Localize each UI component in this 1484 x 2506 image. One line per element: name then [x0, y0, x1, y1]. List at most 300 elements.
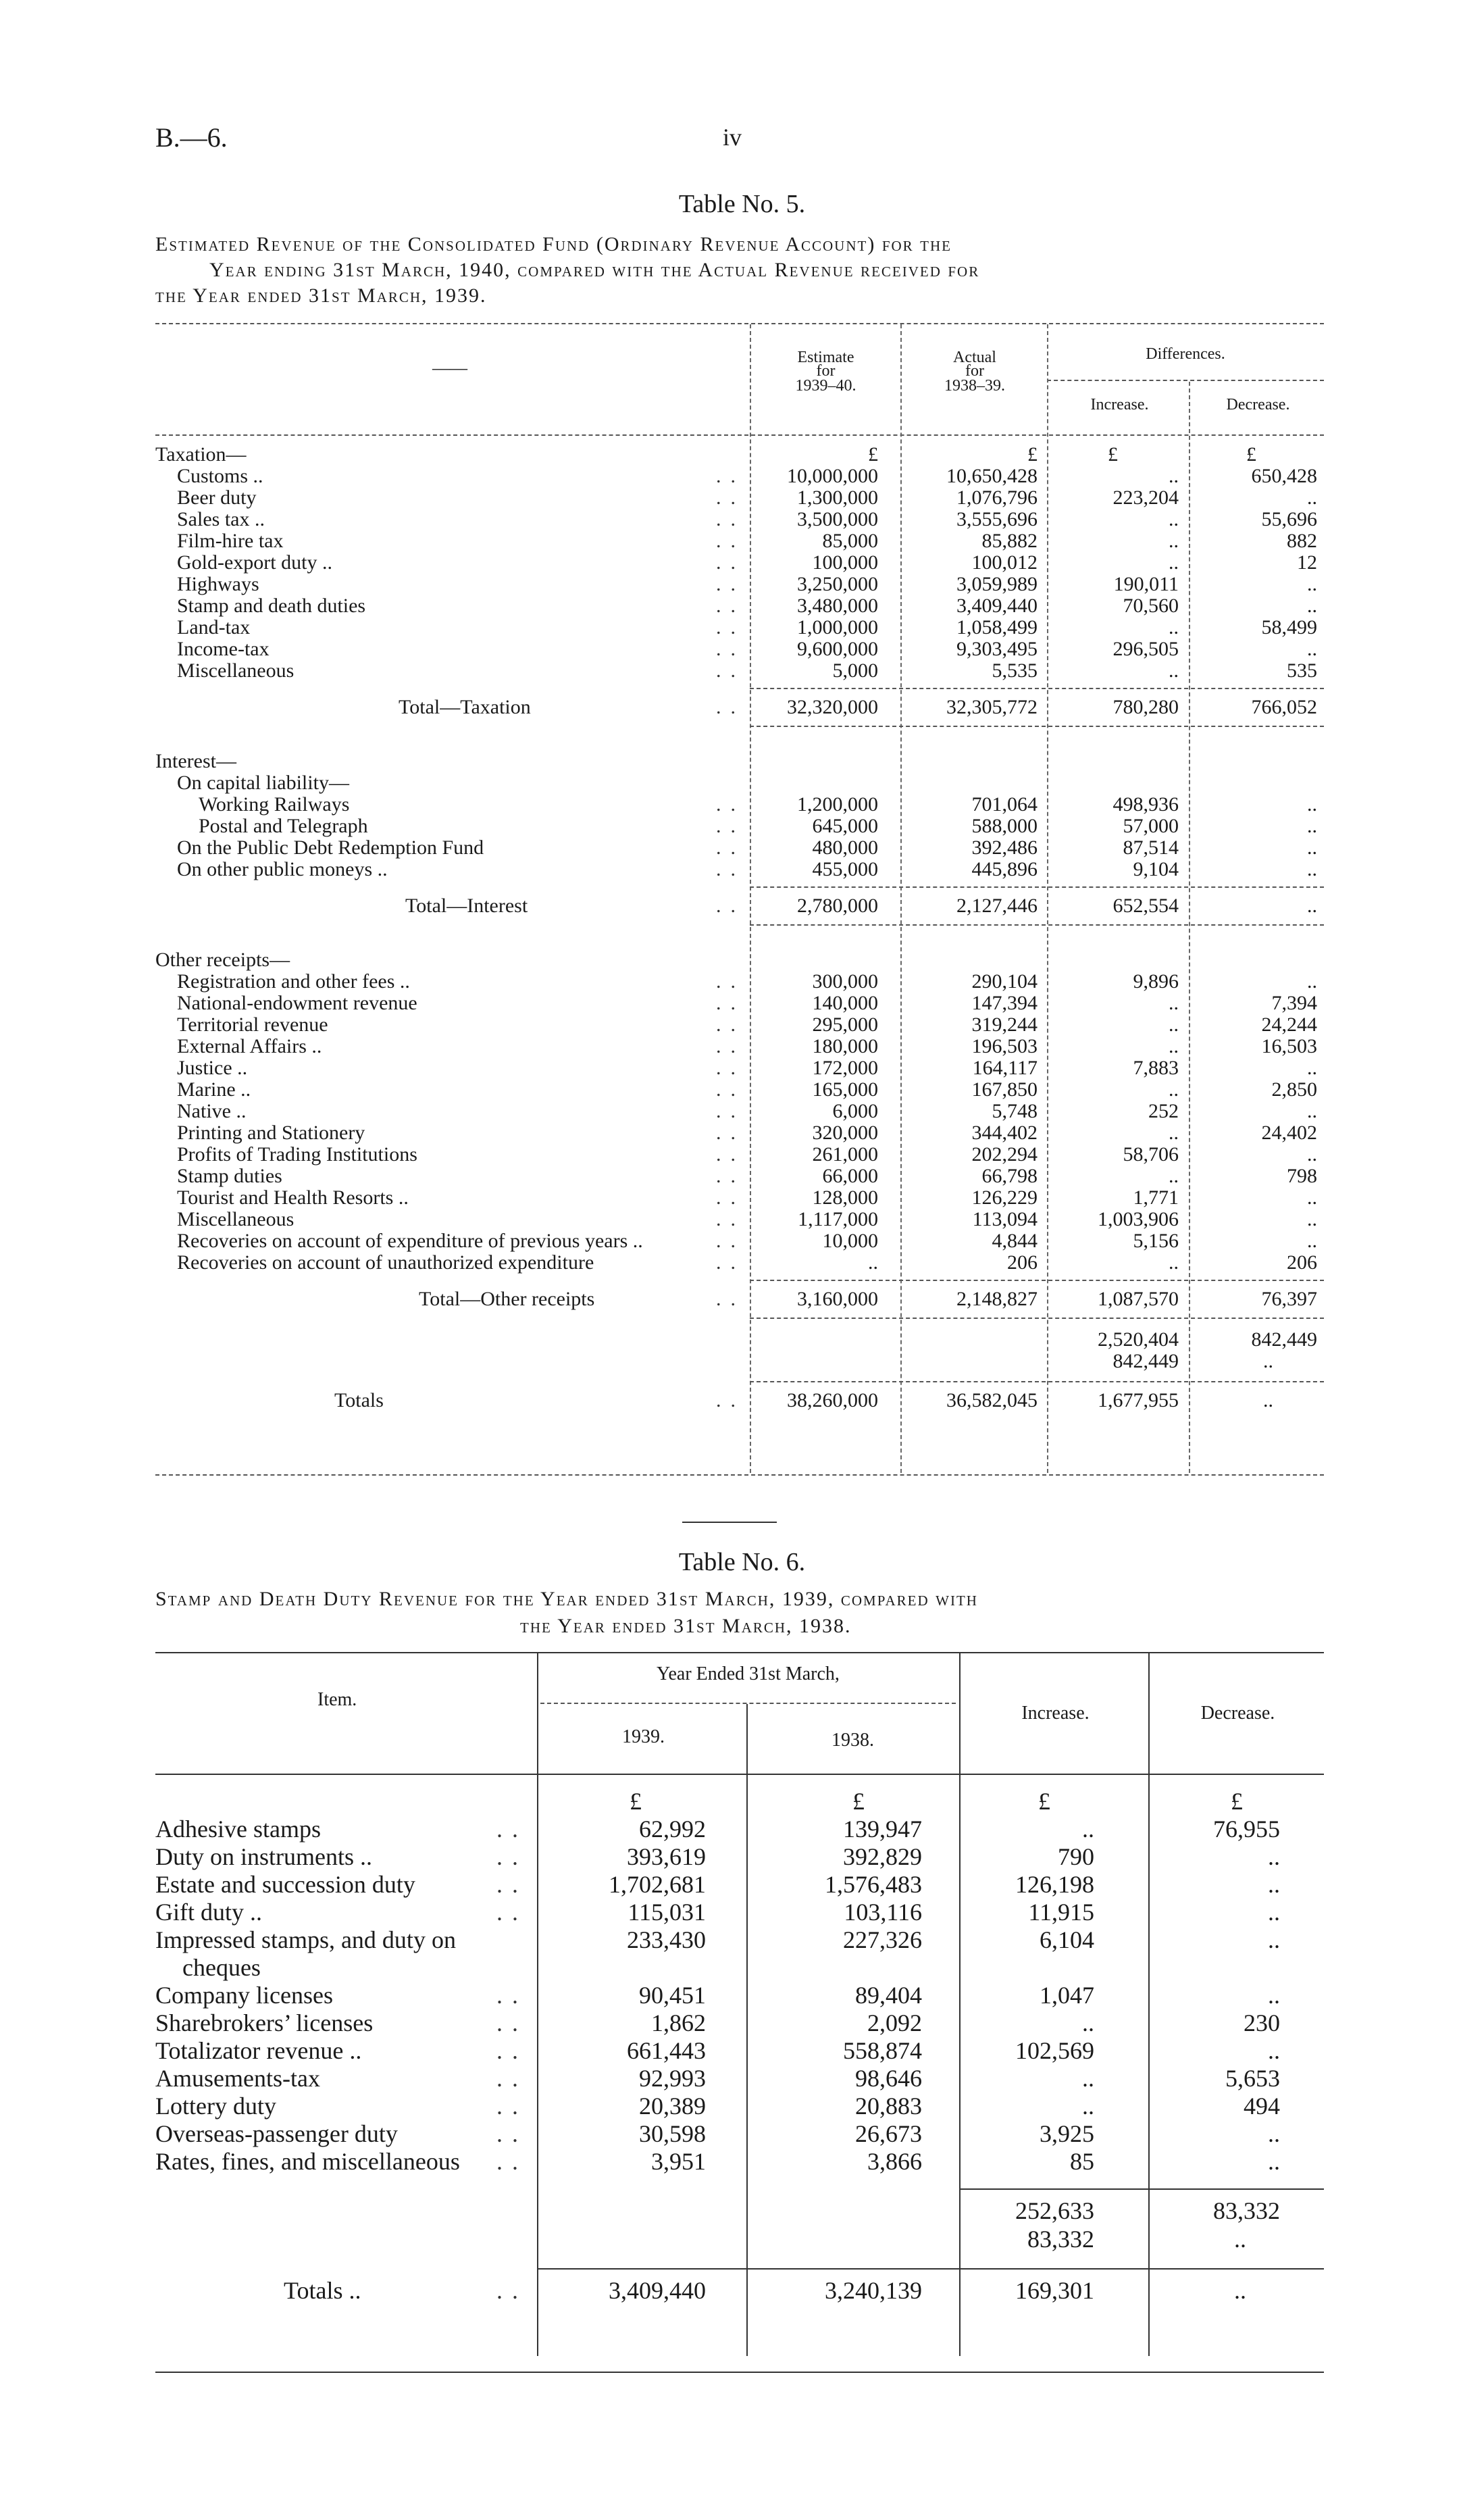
- cell-dec: ..: [1307, 638, 1317, 660]
- cell-inc: ..: [1169, 530, 1179, 552]
- leader-dots: ..: [496, 1815, 528, 1843]
- data-row: [0, 858, 1484, 881]
- data-row: [0, 2064, 1484, 2092]
- cell-dec: 535: [1287, 659, 1317, 682]
- cell-est: 455,000: [812, 858, 878, 880]
- cell-est: 85,000: [822, 530, 878, 552]
- leader-dots: ..: [716, 659, 745, 682]
- data-row: [0, 1981, 1484, 2009]
- row-label: Duty on instruments ..: [155, 1843, 372, 1870]
- cell-1939: 20,389: [639, 2092, 706, 2120]
- cell-est: 1,300,000: [797, 486, 878, 509]
- cell-est: 172,000: [812, 1057, 878, 1079]
- cell-dec: 24,402: [1261, 1122, 1317, 1144]
- data-row: [0, 551, 1484, 574]
- cell-1939: 115,031: [628, 1899, 706, 1926]
- data-row: [0, 616, 1484, 639]
- leader-dots: ..: [496, 2148, 528, 2175]
- cell-decrease: 5,653: [1225, 2065, 1280, 2092]
- table5-col-increase: Increase.: [1090, 396, 1149, 414]
- row-label: Totalizator revenue ..: [155, 2037, 362, 2064]
- cell-est: 10,000: [822, 1230, 878, 1252]
- row-label: Justice ..: [177, 1057, 248, 1079]
- currency-estimate: £: [868, 443, 878, 466]
- cell-1939: 3,951: [651, 2148, 706, 2175]
- data-row: [0, 1230, 1484, 1253]
- leader-dots: ..: [716, 1143, 745, 1166]
- cell-est: 38,260,000: [787, 1389, 878, 1411]
- row-label: Recoveries on account of unauthorized expenditure: [177, 1251, 594, 1274]
- leader-dots: ..: [496, 2065, 528, 2092]
- leader-dots: ..: [716, 1165, 745, 1187]
- cell-act: 147,394: [971, 992, 1038, 1014]
- cell-est: 6,000: [832, 1100, 878, 1122]
- table6-year-rule: [540, 1703, 956, 1704]
- data-row: [0, 1143, 1484, 1166]
- cell-decrease: ..: [1268, 1871, 1280, 1898]
- leader-dots: ..: [716, 858, 745, 880]
- cell-dec: ..: [1307, 1208, 1317, 1230]
- row-label: Total—Interest: [405, 895, 528, 917]
- leader-dots: ..: [716, 970, 745, 993]
- cell-est: 261,000: [812, 1143, 878, 1166]
- row-label-continued: cheques: [182, 1954, 261, 1981]
- cell-inc: 223,204: [1112, 486, 1179, 509]
- cell-est: 3,250,000: [797, 573, 878, 595]
- cell-est: 9,600,000: [797, 638, 878, 660]
- document-reference: B.—6.: [155, 122, 228, 153]
- cell-inc: ..: [1169, 551, 1179, 574]
- cell-decrease: ..: [1268, 2037, 1280, 2064]
- row-label: Customs ..: [177, 465, 263, 487]
- data-row: [0, 1122, 1484, 1145]
- cell-dec: ..: [1307, 895, 1317, 917]
- cell-est: 480,000: [812, 836, 878, 859]
- data-row: [0, 1843, 1484, 1871]
- cell-est: 300,000: [812, 970, 878, 993]
- cell-1938: 3,866: [867, 2148, 922, 2175]
- data-row: [0, 2092, 1484, 2120]
- cell-dec: 2,850: [1271, 1078, 1317, 1101]
- cell-dec: ..: [1307, 858, 1317, 880]
- data-row: [0, 970, 1484, 993]
- row-label: Taxation—: [155, 443, 247, 466]
- cell-dec: ..: [1307, 1057, 1317, 1079]
- leader-dots: ..: [716, 595, 745, 617]
- cell-dec: ..: [1307, 1100, 1317, 1122]
- row-label: Totals ..: [284, 2277, 361, 2304]
- row-label: Beer duty: [177, 486, 257, 509]
- cell-est: 180,000: [812, 1035, 878, 1057]
- cell-inc: 1,003,906: [1098, 1208, 1179, 1230]
- cell-1938: 89,404: [855, 1982, 922, 2009]
- cell-inc: ..: [1169, 1165, 1179, 1187]
- row-label: Other receipts—: [155, 949, 290, 971]
- subtotal-decrease-1: 83,332: [1213, 2197, 1280, 2224]
- row-label: Impressed stamps, and duty on: [155, 1926, 456, 1953]
- cell-inc: 7,883: [1133, 1057, 1179, 1079]
- cell-increase: 85: [1070, 2148, 1094, 2175]
- cell-est: ..: [868, 1251, 878, 1274]
- cell-dec: ..: [1307, 1230, 1317, 1252]
- data-row: [0, 836, 1484, 859]
- row-label: Gift duty ..: [155, 1899, 262, 1926]
- row-label: Income-tax: [177, 638, 270, 660]
- cell-est: 2,780,000: [797, 895, 878, 917]
- cell-decrease: ..: [1234, 2277, 1246, 2304]
- leader-dots: ..: [716, 465, 745, 487]
- cell-est: 3,160,000: [797, 1288, 878, 1310]
- cell-dec: 206: [1287, 1251, 1317, 1274]
- row-label: Overseas-passenger duty: [155, 2120, 398, 2147]
- cell-decrease: ..: [1268, 1843, 1280, 1870]
- row-label: Amusements-tax: [155, 2065, 320, 2092]
- cell-1939: 90,451: [639, 1982, 706, 2009]
- data-row: [0, 595, 1484, 618]
- data-row: [0, 2120, 1484, 2148]
- cell-1938: 392,829: [843, 1843, 922, 1870]
- row-label: Miscellaneous: [177, 659, 295, 682]
- page-number: iv: [723, 124, 742, 151]
- leader-dots: ..: [716, 696, 745, 718]
- row-label: National-endowment revenue: [177, 992, 417, 1014]
- cell-act: 164,117: [972, 1057, 1038, 1079]
- leader-dots: ..: [496, 1871, 528, 1898]
- cell-increase: 102,569: [1015, 2037, 1094, 2064]
- cell-decrease: ..: [1268, 2148, 1280, 2175]
- row-label: Gold-export duty ..: [177, 551, 332, 574]
- subtotal-decrease-2: ..: [1234, 2226, 1246, 2253]
- subtotal-decrease-1: 842,449: [1251, 1328, 1317, 1351]
- cell-inc: 296,505: [1112, 638, 1179, 660]
- table5-caption-line1: Estimated Revenue of the Consolidated Fund (Ordinary Revenue Account) for the: [155, 233, 952, 255]
- cell-act: 85,882: [981, 530, 1038, 552]
- table5-top-rule: [155, 323, 1324, 324]
- row-label: Stamp duties: [177, 1165, 282, 1187]
- leader-dots: ..: [496, 2277, 528, 2304]
- table6-bottom-rule: [155, 2372, 1324, 2373]
- leader-dots: ..: [716, 1186, 745, 1209]
- cell-act: 5,535: [992, 659, 1038, 682]
- row-label: Tourist and Health Resorts ..: [177, 1186, 409, 1209]
- cell-inc: 780,280: [1112, 696, 1179, 718]
- cell-act: 10,650,428: [946, 465, 1038, 487]
- grand-total-rule: [537, 2268, 1324, 2270]
- subtotal-increase-1: 2,520,404: [1098, 1328, 1179, 1351]
- table5-corner-dash: ——: [432, 358, 467, 378]
- leader-dots: ..: [716, 551, 745, 574]
- data-row: [0, 1186, 1484, 1209]
- cell-inc: ..: [1169, 1078, 1179, 1101]
- data-row-continuation: [0, 1953, 1484, 1982]
- total-row: [0, 696, 1484, 719]
- cell-1938: 227,326: [843, 1926, 922, 1953]
- cell-increase: 169,301: [1015, 2277, 1094, 2304]
- data-row: [0, 1815, 1484, 1843]
- table5-col-decrease: Decrease.: [1226, 396, 1290, 414]
- leader-dots: ..: [716, 1035, 745, 1057]
- cell-act: 1,076,796: [956, 486, 1038, 509]
- cell-act: 319,244: [971, 1013, 1038, 1036]
- total-rule: [750, 924, 1324, 926]
- row-label: On capital liability—: [177, 772, 349, 794]
- cell-inc: ..: [1169, 1122, 1179, 1144]
- cell-est: 645,000: [812, 815, 878, 837]
- currency-increase: £: [1038, 1788, 1050, 1815]
- cell-1939: 393,619: [627, 1843, 706, 1870]
- row-label: Lottery duty: [155, 2092, 276, 2120]
- cell-1939: 62,992: [639, 1815, 706, 1843]
- cell-est: 1,117,000: [798, 1208, 878, 1230]
- leader-dots: ..: [716, 1251, 745, 1274]
- section-heading: [0, 750, 1484, 773]
- cell-act: 100,012: [971, 551, 1038, 574]
- subtotal-row-2: [0, 2225, 1484, 2253]
- cell-1939: 661,443: [627, 2037, 706, 2064]
- cell-1939: 1,862: [651, 2009, 706, 2036]
- cell-decrease: ..: [1268, 1926, 1280, 1953]
- cell-est: 100,000: [812, 551, 878, 574]
- cell-inc: 5,156: [1133, 1230, 1179, 1252]
- cell-dec: 798: [1287, 1165, 1317, 1187]
- cell-dec: 24,244: [1261, 1013, 1317, 1036]
- grand-total-rule: [750, 1381, 1324, 1382]
- cell-inc: ..: [1169, 1035, 1179, 1057]
- total-rule: [750, 726, 1324, 727]
- row-label: Miscellaneous: [177, 1208, 295, 1230]
- cell-act: 202,294: [971, 1143, 1038, 1166]
- cell-increase: 6,104: [1040, 1926, 1094, 1953]
- leader-dots: ..: [716, 616, 745, 638]
- cell-decrease: 76,955: [1213, 1815, 1280, 1843]
- cell-est: 5,000: [832, 659, 878, 682]
- leader-dots: ..: [716, 638, 745, 660]
- cell-inc: 1,087,570: [1098, 1288, 1179, 1310]
- cell-decrease: 230: [1244, 2009, 1280, 2036]
- cell-est: 1,200,000: [797, 793, 878, 816]
- cell-inc: 9,104: [1133, 858, 1179, 880]
- row-label: Total—Other receipts: [419, 1288, 595, 1310]
- leader-dots: ..: [716, 1013, 745, 1036]
- cell-inc: 190,011: [1113, 573, 1179, 595]
- leader-dots: ..: [496, 1843, 528, 1870]
- cell-est: 165,000: [812, 1078, 878, 1101]
- leader-dots: ..: [716, 1057, 745, 1079]
- data-row: [0, 1078, 1484, 1101]
- data-row: [0, 793, 1484, 816]
- cell-act: 32,305,772: [946, 696, 1038, 718]
- row-label: Interest—: [155, 750, 236, 772]
- cell-est: 3,480,000: [797, 595, 878, 617]
- table5-col-estimate: Estimate for 1939–40.: [795, 349, 856, 395]
- data-row: [0, 465, 1484, 488]
- table6-col-year-group: Year Ended 31st March,: [657, 1663, 840, 1684]
- leader-dots: ..: [496, 1982, 528, 2009]
- cell-inc: ..: [1169, 508, 1179, 530]
- cell-est: 32,320,000: [787, 696, 878, 718]
- cell-dec: ..: [1307, 573, 1317, 595]
- leader-dots: ..: [716, 1389, 745, 1411]
- leader-dots: ..: [716, 1078, 745, 1101]
- cell-act: 167,850: [971, 1078, 1038, 1101]
- cell-act: 701,064: [971, 793, 1038, 816]
- table6-col-increase: Increase.: [1021, 1703, 1090, 1724]
- cell-increase: 126,198: [1015, 1871, 1094, 1898]
- row-label: Sales tax ..: [177, 508, 265, 530]
- table6-col-1938: 1938.: [831, 1730, 874, 1751]
- cell-act: 445,896: [971, 858, 1038, 880]
- cell-act: 392,486: [971, 836, 1038, 859]
- data-row: [0, 659, 1484, 682]
- cell-dec: 76,397: [1261, 1288, 1317, 1310]
- cell-1938: 139,947: [843, 1815, 922, 1843]
- cell-act: 3,555,696: [956, 508, 1038, 530]
- leader-dots: ..: [716, 530, 745, 552]
- cell-dec: 16,503: [1261, 1035, 1317, 1057]
- row-label: Highways: [177, 573, 259, 595]
- cell-inc: ..: [1169, 616, 1179, 638]
- leader-dots: ..: [496, 2009, 528, 2036]
- subtotal-increase-2: 842,449: [1112, 1350, 1179, 1372]
- cell-increase: ..: [1082, 1815, 1094, 1843]
- cell-inc: 70,560: [1123, 595, 1179, 617]
- currency-increase: £: [1108, 443, 1118, 466]
- row-label: External Affairs ..: [177, 1035, 322, 1057]
- row-label: Native ..: [177, 1100, 247, 1122]
- cell-est: 66,000: [822, 1165, 878, 1187]
- table5-col-actual: Actual for 1938–39.: [944, 349, 1005, 395]
- subtotal-increase-2: 83,332: [1027, 2226, 1094, 2253]
- data-row: [0, 1251, 1484, 1274]
- row-label: Company licenses: [155, 1982, 333, 2009]
- table5-title: Table No. 5.: [678, 190, 806, 218]
- data-row: [0, 638, 1484, 661]
- cell-1938: 3,240,139: [825, 2277, 922, 2304]
- cell-1939: 3,409,440: [609, 2277, 706, 2304]
- cell-increase: ..: [1082, 2009, 1094, 2036]
- data-row: [0, 508, 1484, 531]
- data-row: [0, 1013, 1484, 1036]
- cell-1938: 558,874: [843, 2037, 922, 2064]
- subtotal-row-1: [0, 2197, 1484, 2225]
- cell-increase: 1,047: [1040, 1982, 1094, 2009]
- row-label: Working Railways: [199, 793, 350, 816]
- currency-decrease: £: [1246, 443, 1256, 466]
- leader-dots: ..: [716, 508, 745, 530]
- table5-bottom-rule: [155, 1474, 1324, 1476]
- grand-total-row: [0, 1389, 1484, 1412]
- table5-caption-line3: the Year ended 31st March, 1939.: [155, 284, 487, 307]
- cell-dec: ..: [1307, 970, 1317, 993]
- cell-decrease: ..: [1268, 1982, 1280, 2009]
- cell-1938: 103,116: [844, 1899, 922, 1926]
- table6-caption-line2: the Year ended 31st March, 1938.: [520, 1615, 852, 1637]
- cell-increase: ..: [1082, 2065, 1094, 2092]
- cell-increase: 3,925: [1040, 2120, 1094, 2147]
- data-row: [0, 1165, 1484, 1188]
- cell-inc: ..: [1169, 1013, 1179, 1036]
- cell-1939: 30,598: [639, 2120, 706, 2147]
- row-label: Rates, fines, and miscellaneous: [155, 2148, 460, 2175]
- data-row: [0, 1208, 1484, 1231]
- row-label: Total—Taxation: [399, 696, 531, 718]
- cell-act: 3,059,989: [956, 573, 1038, 595]
- data-row: [0, 486, 1484, 509]
- cell-est: 320,000: [812, 1122, 878, 1144]
- cell-1938: 2,092: [867, 2009, 922, 2036]
- cell-act: 206: [1007, 1251, 1038, 1274]
- cell-act: 126,229: [971, 1186, 1038, 1209]
- data-row: [0, 992, 1484, 1015]
- cell-est: 140,000: [812, 992, 878, 1014]
- cell-dec: ..: [1307, 486, 1317, 509]
- cell-act: 4,844: [992, 1230, 1038, 1252]
- cell-act: 1,058,499: [956, 616, 1038, 638]
- cell-act: 290,104: [971, 970, 1038, 993]
- cell-1939: 92,993: [639, 2065, 706, 2092]
- total-row: [0, 1288, 1484, 1311]
- cell-inc: 57,000: [1123, 815, 1179, 837]
- section-subheading: [0, 772, 1484, 795]
- table5-caption-line2: Year ending 31st March, 1940, compared with the Actual Revenue received for: [209, 259, 980, 281]
- cell-dec: 58,499: [1261, 616, 1317, 638]
- subtotal-rule: [959, 2188, 1324, 2190]
- subtotal-rule: [750, 688, 1324, 689]
- row-label: Printing and Stationery: [177, 1122, 365, 1144]
- currency-actual: £: [1027, 443, 1038, 466]
- currency-1939: £: [630, 1788, 642, 1815]
- data-row: [0, 2036, 1484, 2065]
- subtotal-increase-1: 252,633: [1015, 2197, 1094, 2224]
- table6-title: Table No. 6.: [678, 1548, 806, 1576]
- row-label: Totals: [334, 1389, 384, 1411]
- cell-inc: 9,896: [1133, 970, 1179, 993]
- row-label: Marine ..: [177, 1078, 251, 1101]
- leader-dots: ..: [496, 2037, 528, 2064]
- leader-dots: ..: [716, 895, 745, 917]
- leader-dots: ..: [716, 1288, 745, 1310]
- row-label: Territorial revenue: [177, 1013, 328, 1036]
- leader-dots: ..: [716, 836, 745, 859]
- data-row: [0, 815, 1484, 838]
- row-label: Sharebrokers’ licenses: [155, 2009, 374, 2036]
- cell-act: 36,582,045: [946, 1389, 1038, 1411]
- cell-dec: 7,394: [1271, 992, 1317, 1014]
- cell-dec: 12: [1297, 551, 1317, 574]
- row-label: Land-tax: [177, 616, 251, 638]
- cell-inc: 652,554: [1112, 895, 1179, 917]
- leader-dots: ..: [496, 2092, 528, 2120]
- cell-act: 588,000: [971, 815, 1038, 837]
- row-label: On the Public Debt Redemption Fund: [177, 836, 484, 859]
- data-row: [0, 1926, 1484, 1954]
- cell-act: 9,303,495: [956, 638, 1038, 660]
- leader-dots: ..: [716, 1208, 745, 1230]
- cell-decrease: 494: [1244, 2092, 1280, 2120]
- cell-inc: 58,706: [1123, 1143, 1179, 1166]
- row-label: Recoveries on account of expenditure of previous years ..: [177, 1230, 643, 1252]
- cell-dec: 55,696: [1261, 508, 1317, 530]
- total-rule: [750, 1318, 1324, 1319]
- cell-dec: ..: [1307, 1186, 1317, 1209]
- grand-total-row: [0, 2276, 1484, 2305]
- cell-increase: 11,915: [1028, 1899, 1094, 1926]
- cell-act: 66,798: [981, 1165, 1038, 1187]
- cell-1939: 1,702,681: [609, 1871, 706, 1898]
- leader-dots: ..: [716, 1230, 745, 1252]
- table6-caption-line1: Stamp and Death Duty Revenue for the Year ended 31st March, 1939, compared with: [155, 1588, 978, 1610]
- table6-col-decrease: Decrease.: [1200, 1703, 1275, 1724]
